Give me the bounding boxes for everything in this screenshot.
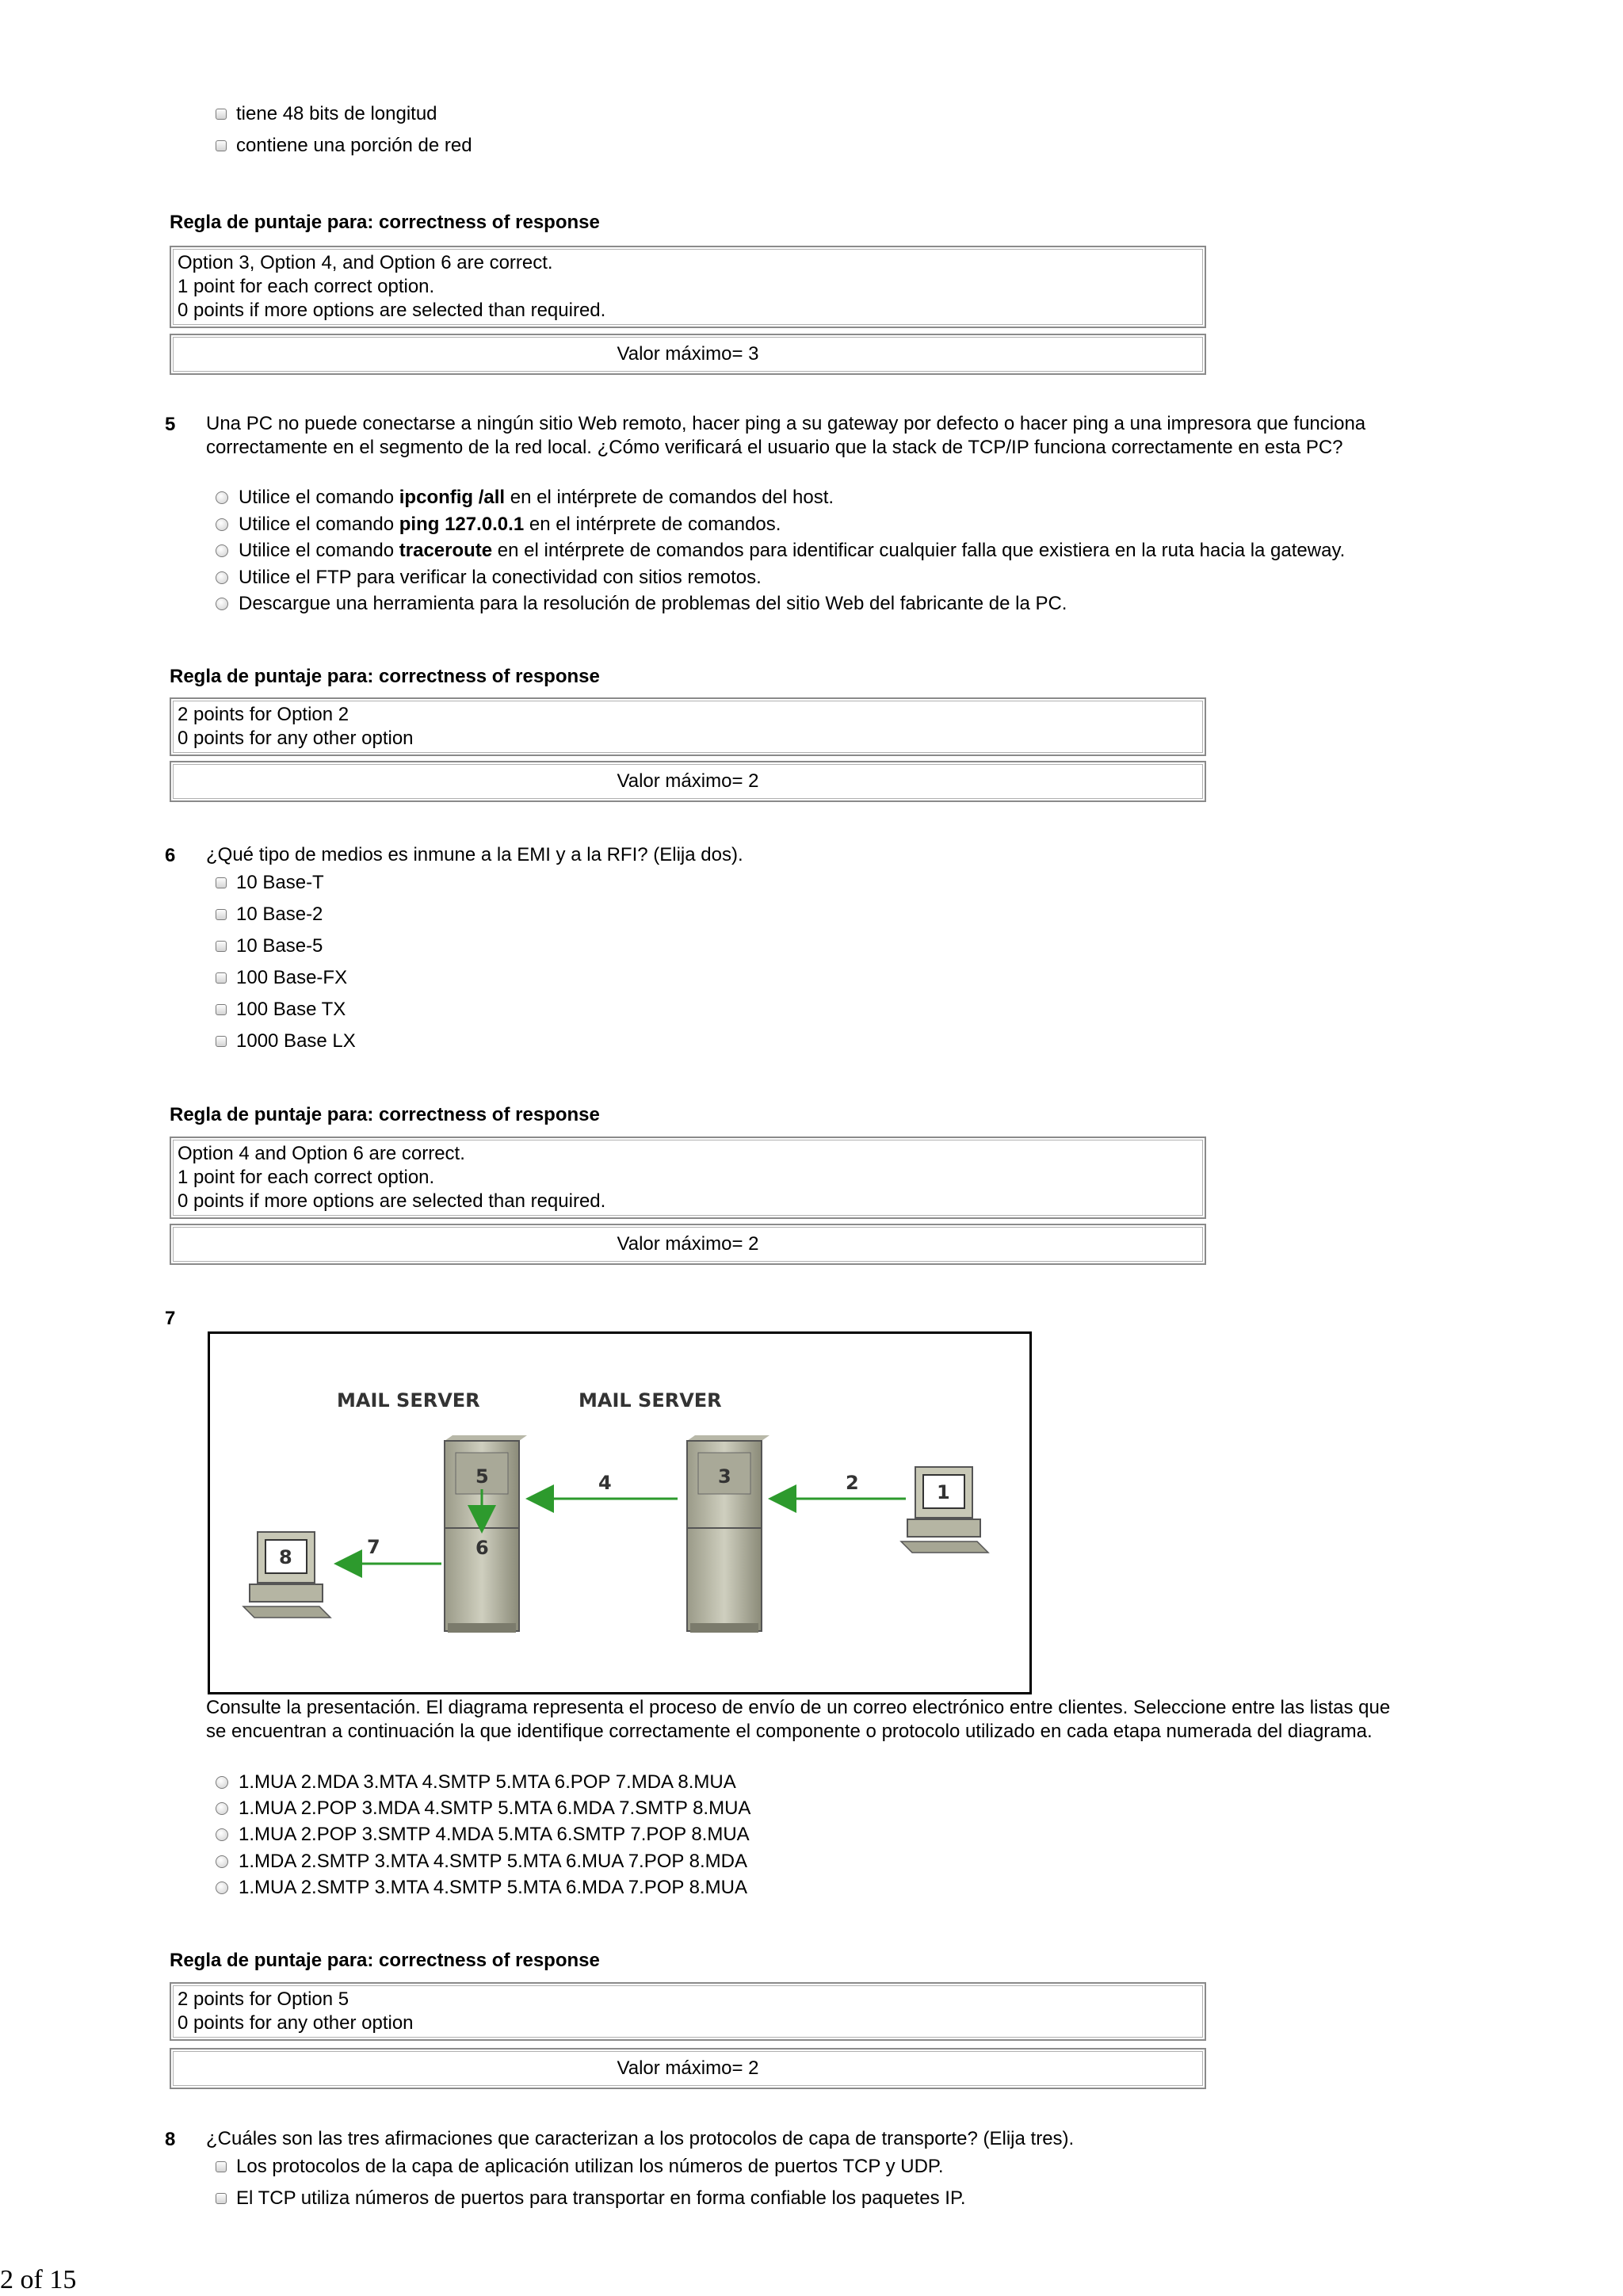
q7-max-value: Valor máximo= 2 [170, 2048, 1206, 2089]
checkbox[interactable] [216, 941, 227, 952]
rule-line: 0 points for any other option [178, 728, 414, 749]
label-8: 8 [279, 1546, 292, 1568]
client-pc-8-icon [243, 1532, 330, 1618]
radio-button[interactable] [216, 598, 228, 610]
checkbox[interactable] [216, 972, 227, 984]
radio-button[interactable] [216, 1881, 228, 1894]
client-pc-1-icon [901, 1467, 988, 1553]
q7-number: 7 [165, 1308, 176, 1329]
q7-option-2[interactable]: 1.MUA 2.POP 3.MDA 4.SMTP 5.MTA 6.MDA 7.SMTP 8.MUA [216, 1797, 750, 1820]
q5-rule-box [170, 697, 1206, 756]
q6-max-value: Valor máximo= 2 [170, 1224, 1206, 1265]
page-number: 2 of 15 [0, 2265, 77, 2294]
q5-rule-title: Regla de puntaje para: correctness of response [170, 666, 600, 687]
q5-option-1[interactable] [216, 486, 834, 510]
q6-number: 6 [165, 845, 176, 866]
radio-button[interactable] [216, 571, 228, 584]
option-text: Utilice el comando traceroute en el intérprete de comandos para identificar cualquier falla que existiera en la ruta hacia la gateway. [239, 540, 1346, 561]
q7-rule-title: Regla de puntaje para: correctness of response [170, 1950, 600, 1971]
rule-line: 1 point for each correct option. [178, 276, 435, 297]
q5-option-3[interactable] [216, 539, 1345, 563]
email-process-diagram [208, 1331, 1032, 1694]
q7-option-4[interactable]: 1.MDA 2.SMTP 3.MTA 4.SMTP 5.MTA 6.MUA 7.POP 8.MDA [216, 1850, 747, 1874]
q6-question: ¿Qué tipo de medios es inmune a la EMI y a la RFI? (Elija dos). [206, 844, 743, 865]
q5-option-4[interactable] [216, 566, 762, 590]
q7-rule-box [170, 1982, 1206, 2041]
q6-option-4[interactable]: 100 Base-FX [216, 966, 347, 990]
label-5: 5 [475, 1465, 489, 1488]
checkbox[interactable] [216, 2161, 227, 2172]
label-6: 6 [475, 1537, 489, 1559]
q6-option-3[interactable]: 10 Base-5 [216, 934, 323, 958]
label-2: 2 [846, 1472, 859, 1494]
rule-line: Option 4 and Option 6 are correct. [178, 1143, 465, 1164]
q4-rule-box [170, 246, 1206, 328]
checkbox[interactable] [216, 140, 227, 151]
q7-question: Consulte la presentación. El diagrama representa el proceso de envío de un correo electrónico entre clientes. Seleccione entre las listas que se encuentran a continuación la que identifique correctamente el componente o protocolo utilizado en cada etapa numerada del diagrama. [206, 1697, 1391, 1742]
rule-line: 2 points for Option 5 [178, 1988, 349, 2010]
radio-button[interactable] [216, 518, 228, 531]
q5-max-value: Valor máximo= 2 [170, 761, 1206, 802]
label-1: 1 [937, 1481, 950, 1503]
rule-line: 0 points for any other option [178, 2012, 414, 2034]
option-text: Utilice el comando ping 127.0.0.1 en el intérprete de comandos. [239, 514, 781, 535]
radio-button[interactable] [216, 1776, 228, 1789]
option-text: Descargue una herramienta para la resolución de problemas del sitio Web del fabricante de la PC. [239, 593, 1067, 614]
q5-option-5[interactable] [216, 592, 1067, 616]
radio-button[interactable] [216, 1802, 228, 1815]
q5-question: Una PC no puede conectarse a ningún sitio Web remoto, hacer ping a su gateway por defecto o hacer ping a una impresora que funciona correctamente en el segmento de la red local. ¿Cómo verificará el usuario que la stack de TCP/IP funciona correctamente en esta PC? [206, 413, 1366, 458]
q8-option-2[interactable]: El TCP utiliza números de puertos para transportar en forma confiable los paquetes IP. [216, 2187, 966, 2210]
q7-option-5[interactable]: 1.MUA 2.SMTP 3.MTA 4.SMTP 5.MTA 6.MDA 7.POP 8.MUA [216, 1876, 747, 1900]
label-4: 4 [598, 1472, 612, 1494]
q6-option-5[interactable]: 100 Base TX [216, 998, 346, 1022]
q8-number: 8 [165, 2129, 176, 2150]
q6-option-6[interactable]: 1000 Base LX [216, 1030, 356, 1053]
q6-rule-box [170, 1137, 1206, 1219]
q8-option-1[interactable]: Los protocolos de la capa de aplicación utilizan los números de puertos TCP y UDP. [216, 2155, 944, 2179]
label-3: 3 [718, 1465, 731, 1488]
rule-line: 1 point for each correct option. [178, 1167, 435, 1188]
checkbox[interactable] [216, 2193, 227, 2204]
rule-line: 2 points for Option 2 [178, 704, 349, 725]
q5-number: 5 [165, 414, 176, 435]
q5-option-2[interactable] [216, 513, 781, 537]
checkbox[interactable] [216, 109, 227, 120]
q4-rule-title: Regla de puntaje para: correctness of response [170, 212, 600, 233]
mail-server-label-left: MAIL SERVER [337, 1389, 480, 1412]
q4-option-6[interactable]: contiene una porción de red [216, 134, 472, 158]
diagram-svg [210, 1334, 1029, 1692]
radio-button[interactable] [216, 1855, 228, 1868]
radio-button[interactable] [216, 1828, 228, 1841]
option-text: Utilice el comando ipconfig /all en el intérprete de comandos del host. [239, 487, 834, 508]
rule-line: 0 points if more options are selected than required. [178, 300, 606, 321]
q6-option-2[interactable]: 10 Base-2 [216, 903, 323, 926]
q6-option-1[interactable]: 10 Base-T [216, 871, 324, 895]
q4-max-value: Valor máximo= 3 [170, 334, 1206, 375]
q8-question: ¿Cuáles son las tres afirmaciones que caracterizan a los protocolos de capa de transporte? (Elija tres). [206, 2128, 1075, 2149]
checkbox[interactable] [216, 1004, 227, 1015]
checkbox[interactable] [216, 877, 227, 888]
label-7: 7 [367, 1536, 380, 1558]
q4-option-5[interactable]: tiene 48 bits de longitud [216, 102, 437, 126]
q6-rule-title: Regla de puntaje para: correctness of response [170, 1104, 600, 1125]
option-text: Utilice el FTP para verificar la conectividad con sitios remotos. [239, 567, 762, 588]
radio-button[interactable] [216, 491, 228, 504]
radio-button[interactable] [216, 544, 228, 557]
rule-line: Option 3, Option 4, and Option 6 are correct. [178, 252, 553, 273]
q7-option-3[interactable]: 1.MUA 2.POP 3.SMTP 4.MDA 5.MTA 6.SMTP 7.POP 8.MUA [216, 1823, 750, 1847]
q7-option-1[interactable]: 1.MUA 2.MDA 3.MTA 4.SMTP 5.MTA 6.POP 7.MDA 8.MUA [216, 1771, 736, 1794]
mail-server-label-right: MAIL SERVER [579, 1389, 722, 1412]
checkbox[interactable] [216, 909, 227, 920]
rule-line: 0 points if more options are selected than required. [178, 1190, 606, 1212]
checkbox[interactable] [216, 1036, 227, 1047]
